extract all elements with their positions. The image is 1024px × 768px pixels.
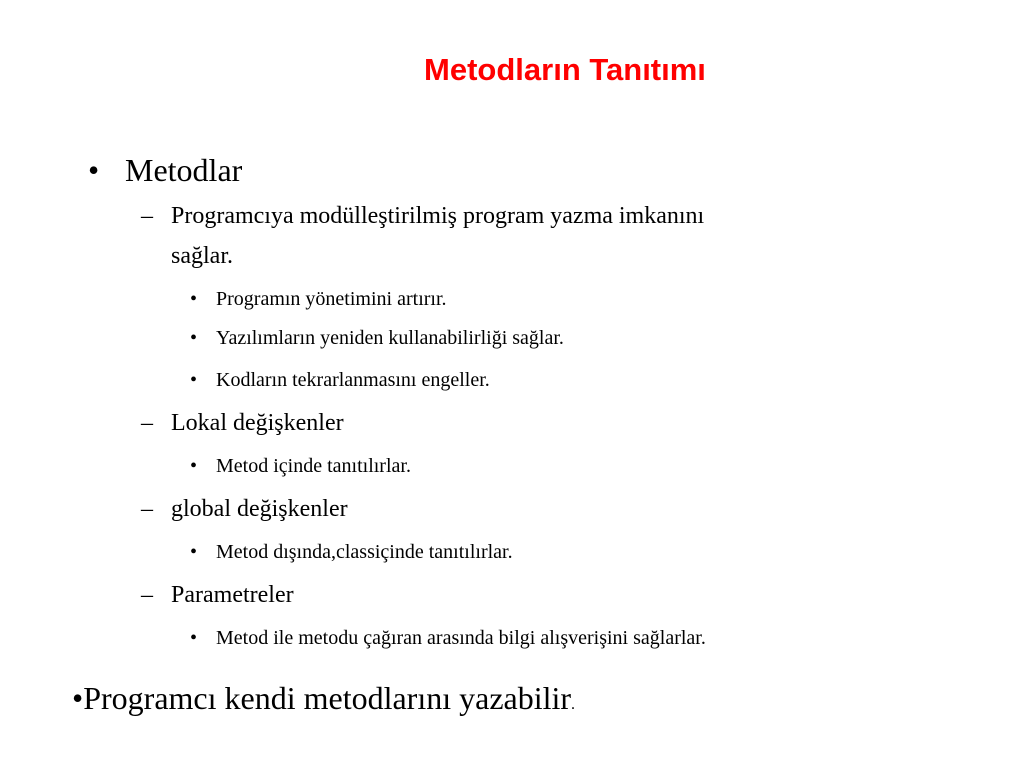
point-text: Metod dışında,classiçinde tanıtılırlar. [216, 541, 513, 563]
dash-marker: – [141, 496, 153, 522]
point-marker: • [190, 541, 198, 563]
bullet-text-metodlar: Metodlar [125, 152, 243, 188]
bullet-marker: • [88, 152, 100, 188]
sub-item-text: Parametreler [171, 582, 294, 608]
point-text: Yazılımların yeniden kullanabilirliği sağlar. [216, 327, 564, 349]
point-text: Kodların tekrarlanmasını engeller. [216, 369, 490, 391]
sub-item-text: global değişkenler [171, 496, 348, 522]
dash-marker: – [141, 582, 153, 608]
sub-item-text-line2: sağlar. [171, 243, 233, 269]
point-marker: • [190, 327, 198, 349]
point-marker: • [190, 288, 198, 310]
sub-item-text: Lokal değişkenler [171, 410, 344, 436]
point-text: Metod içinde tanıtılırlar. [216, 455, 411, 477]
footer-text: Programcı kendi metodlarını yazabilir [83, 680, 572, 716]
point-marker: • [190, 455, 198, 477]
footer-bullet: • [72, 680, 84, 716]
bullet-item-metodlar [88, 152, 99, 188]
point-marker: • [190, 627, 198, 649]
point-marker: • [190, 369, 198, 391]
dash-marker: – [141, 410, 153, 436]
point-text: Metod ile metodu çağıran arasında bilgi alışverişini sağlarlar. [216, 627, 706, 649]
dash-marker: – [141, 203, 153, 229]
sub-item-text-line1: Programcıya modülleştirilmiş program yazma imkanını [171, 203, 705, 229]
footer-end-mark: . [571, 696, 576, 713]
footer-point [72, 678, 575, 725]
slide-title: Metodların Tanıtımı [424, 52, 706, 87]
point-text: Programın yönetimini artırır. [216, 288, 447, 310]
